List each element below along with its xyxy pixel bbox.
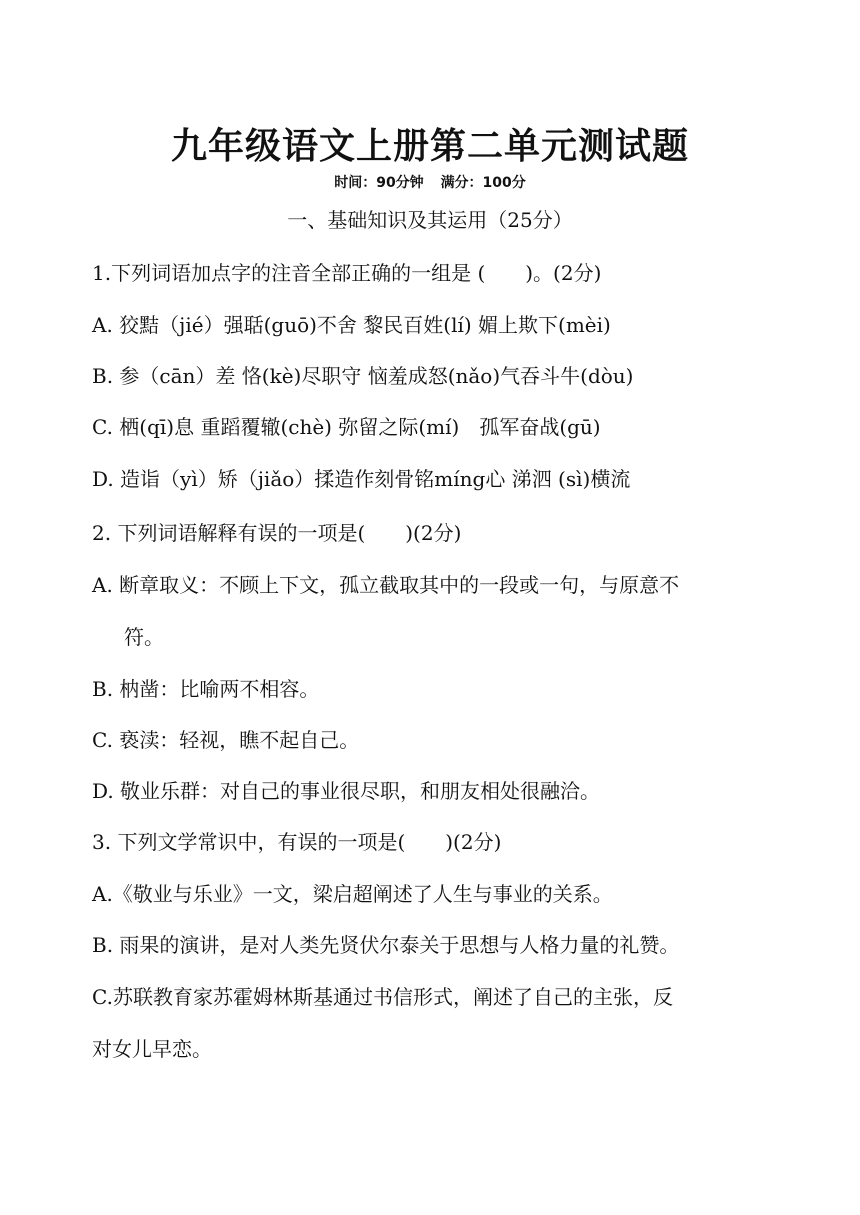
question-2-stem: 2. 下列词语解释有误的一项是( )(2分) [92, 521, 462, 545]
question-1-stem: 1.下列词语加点字的注音全部正确的一组是 ( )。(2分) [92, 261, 602, 285]
question-2-option-a-cont: 符。 [124, 625, 164, 649]
question-3-option-b: B. 雨果的演讲，是对人类先贤伏尔泰关于思想与人格力量的礼赞。 [92, 933, 680, 957]
question-2-option-c: C. 亵渎：轻视，瞧不起自己。 [92, 728, 360, 752]
question-3-option-a: A.《敬业与乐业》一文，梁启超阐述了人生与事业的关系。 [92, 882, 613, 906]
exam-meta [0, 172, 860, 192]
exam-score: 满分：100分 [440, 175, 526, 191]
question-2-option-a: A. 断章取义：不顾上下文，孤立截取其中的一段或一句，与原意不 [92, 573, 680, 597]
question-2-option-b: B. 枘凿：比喻两不相容。 [92, 677, 320, 701]
section-heading: 一、基础知识及其运用（25分） [287, 208, 573, 232]
page-title: 九年级语文上册第二单元测试题 [170, 126, 689, 167]
question-1-option-c: C. 栖(qī)息 重蹈覆辙(chè) 弥留之际(mí) 孤军奋战(gū) [92, 415, 601, 439]
question-3-stem: 3. 下列文学常识中，有误的一项是( )(2分) [92, 830, 502, 854]
exam-time: 时间：90分钟 [334, 175, 424, 191]
question-2-option-d: D. 敬业乐群：对自己的事业很尽职，和朋友相处很融洽。 [92, 779, 601, 803]
question-1-option-b: B. 参（cān）差 恪(kè)尽职守 恼羞成怒(nǎo)气吞斗牛(dòu) [92, 364, 634, 388]
question-3-option-c: C.苏联教育家苏霍姆林斯基通过书信形式，阐述了自己的主张，反 [92, 985, 673, 1009]
question-1-option-d: D. 造诣（yì）矫（jiǎo）揉造作刻骨铭míng心 涕泗 (sì)横流 [92, 467, 631, 491]
question-1-option-a: A. 狡黠（jié）强聒(guō)不舍 黎民百姓(lí) 媚上欺下(mèi) [92, 313, 611, 337]
question-3-option-c-cont: 对女儿早恋。 [92, 1037, 212, 1061]
